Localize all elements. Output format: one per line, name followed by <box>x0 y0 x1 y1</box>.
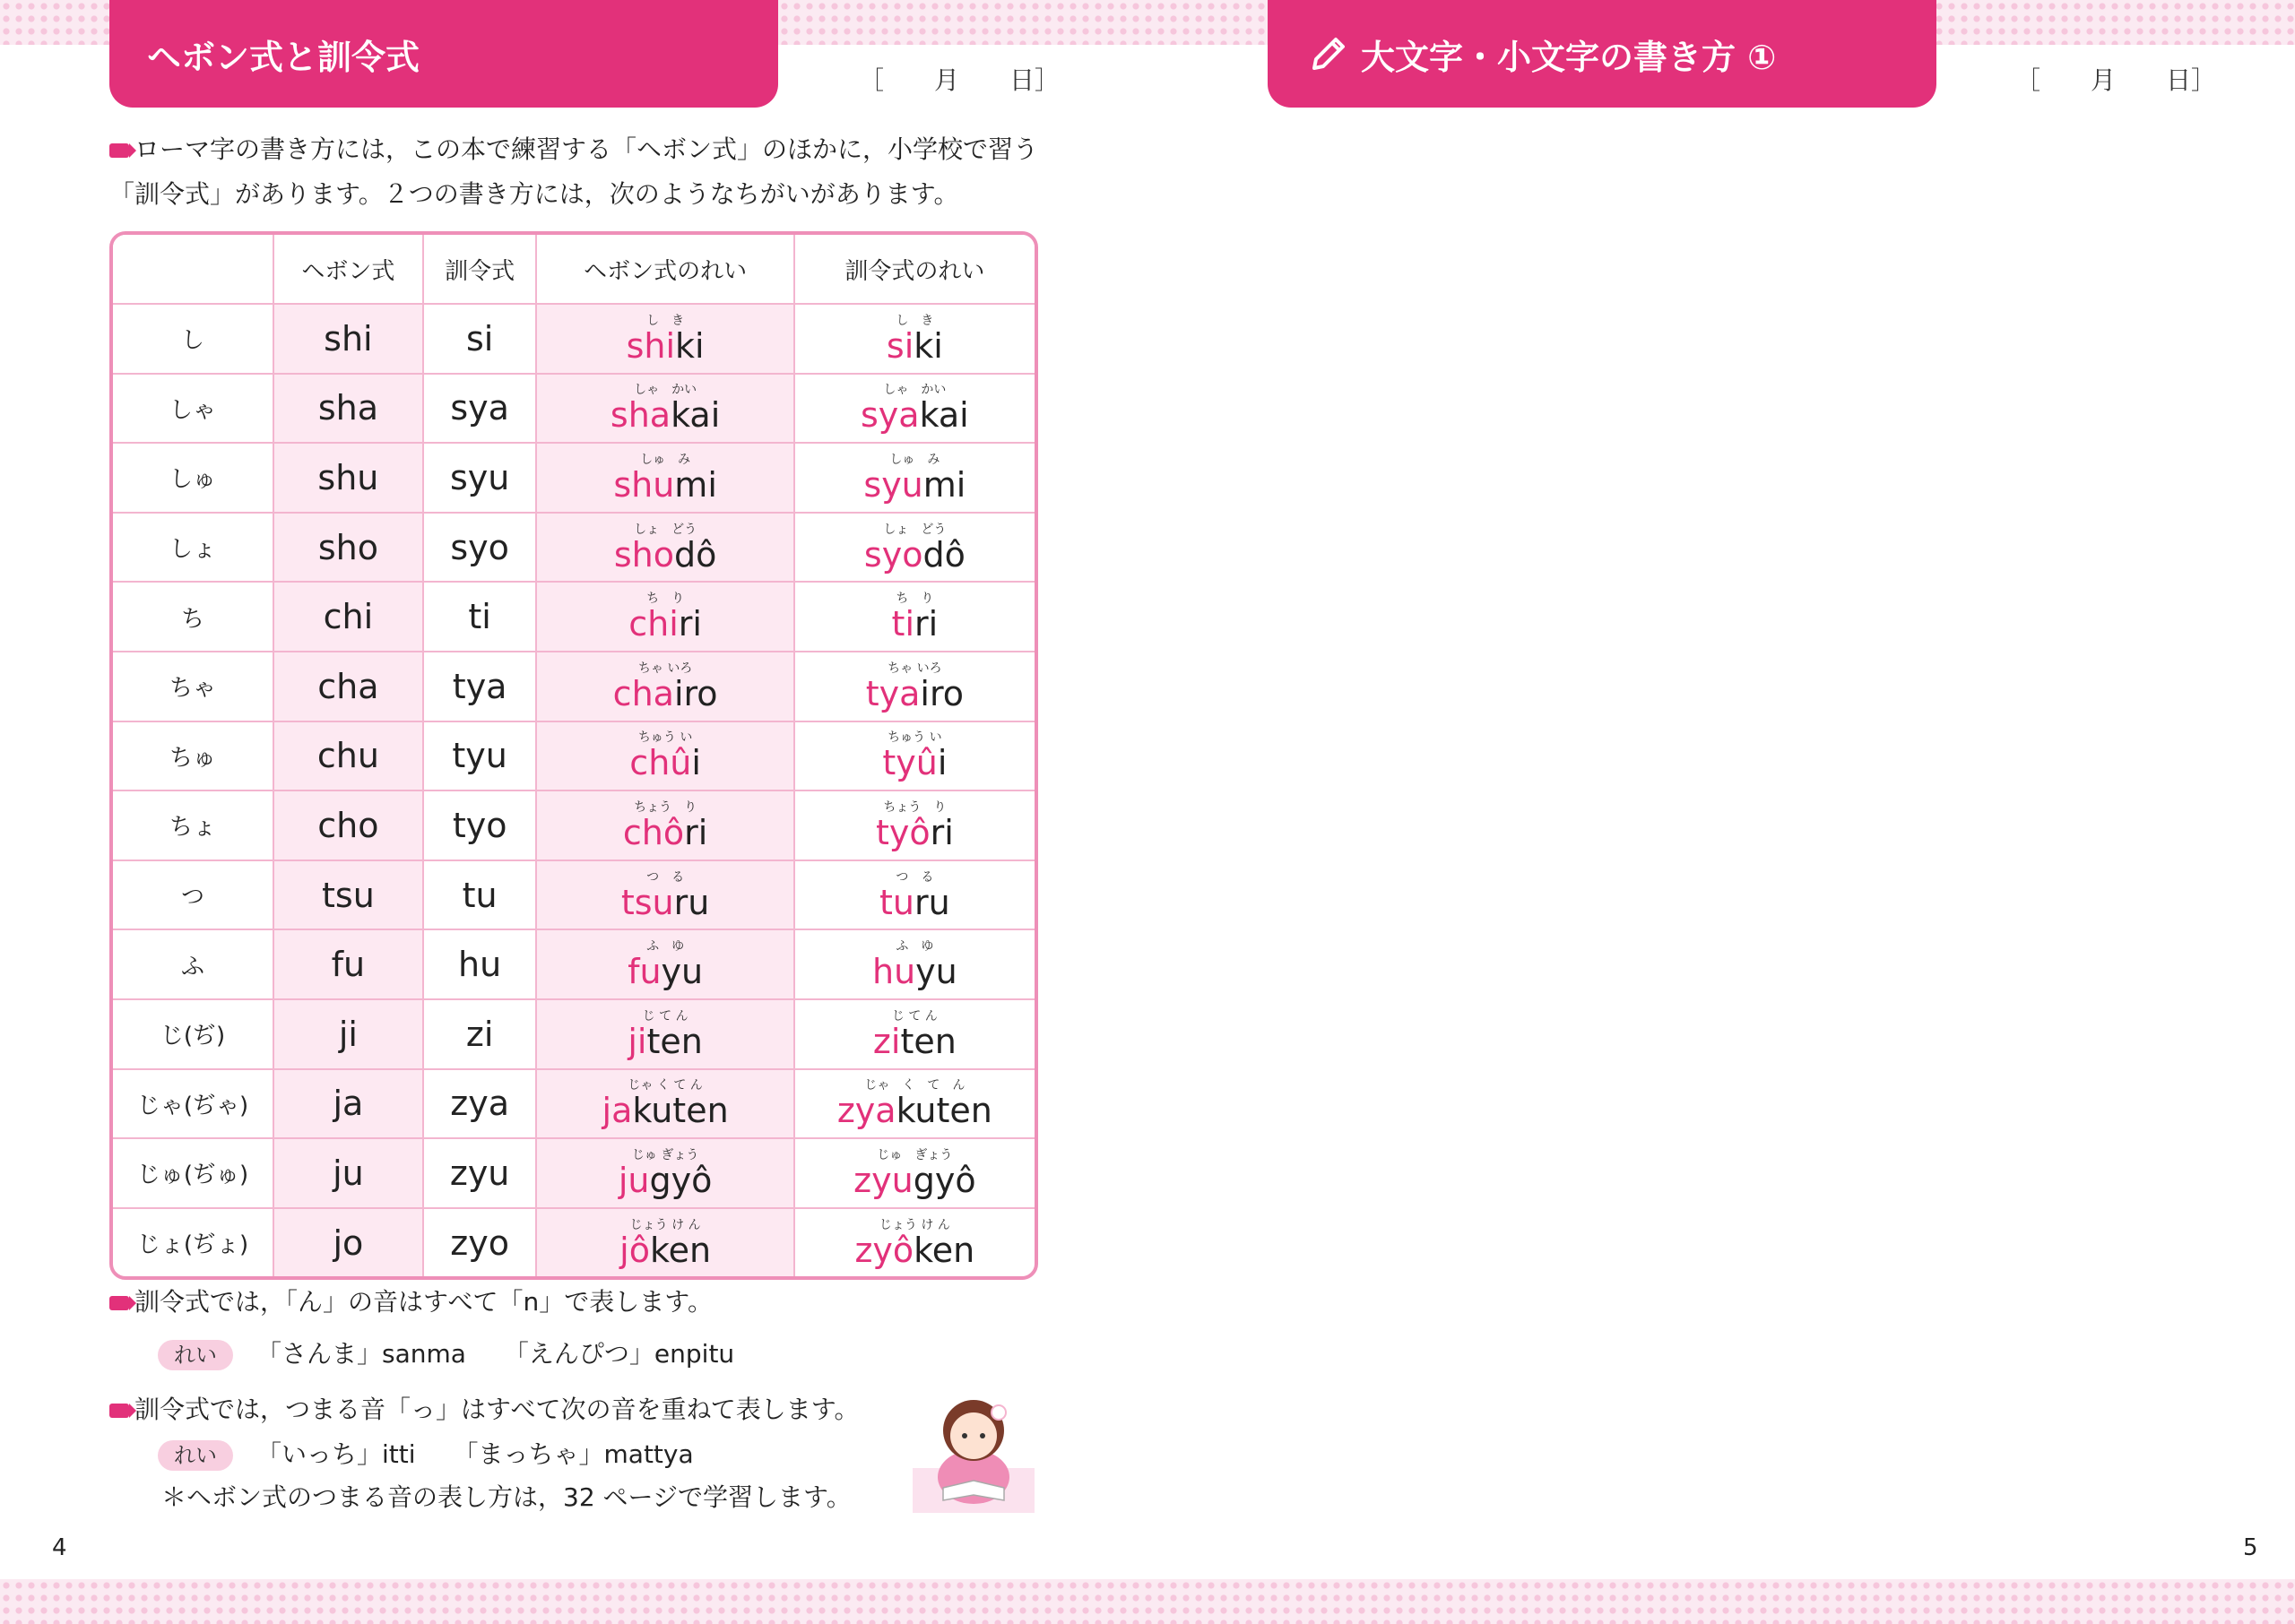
romaji-rest: kai <box>919 395 969 436</box>
left-header-title: ヘボン式と訓令式 <box>147 37 420 77</box>
right-header <box>1268 0 1936 108</box>
romaji-rest: ki <box>675 325 705 366</box>
kana-cell: しょ <box>113 514 274 583</box>
hepburn-example-cell <box>537 930 794 1000</box>
ruby-reading: しゃ かい <box>883 383 947 398</box>
romaji-rest: ri <box>684 812 708 852</box>
kunrei-cell: tu <box>424 861 538 931</box>
hepburn-cell: shi <box>274 305 424 375</box>
hepburn-example-cell <box>537 791 794 861</box>
romaji-rest: ru <box>914 882 950 922</box>
highlighted-romaji: chô <box>622 812 685 852</box>
romaji-comparison-table <box>109 231 1038 1280</box>
kunrei-example-cell <box>795 1209 1035 1277</box>
left-page <box>0 0 1148 1622</box>
highlighted-romaji: sho <box>613 534 674 574</box>
romaji-rest: mi <box>922 464 966 505</box>
romaji-rest: ten <box>900 1021 957 1061</box>
rei-badge: れい <box>158 1440 233 1471</box>
hepburn-example-cell <box>537 722 794 792</box>
ruby-reading: ち り <box>896 592 934 607</box>
ruby-reading: じゅ ぎょう <box>877 1147 953 1162</box>
kana-cell: じゃ(ぢゃ) <box>113 1070 274 1140</box>
hepburn-example-cell <box>537 514 794 583</box>
kunrei-cell: hu <box>424 930 538 1000</box>
hepburn-cell: chi <box>274 583 424 652</box>
right-header-title: 大文字・小文字の書き方 ① <box>1361 37 1777 77</box>
romaji-rest: yu <box>915 952 957 992</box>
romaji-rest: i <box>937 743 948 783</box>
highlighted-romaji: chû <box>629 743 692 783</box>
kunrei-cell: tyo <box>424 791 538 861</box>
romaji-rest: ten <box>646 1021 703 1061</box>
highlighted-romaji: zya <box>836 1091 896 1131</box>
table-row <box>113 652 1035 722</box>
left-header <box>109 0 778 108</box>
kunrei-example-cell <box>795 375 1035 445</box>
table-row <box>113 791 1035 861</box>
kana-cell: じゅ(ぢゅ) <box>113 1139 274 1209</box>
kunrei-example-cell <box>795 444 1035 514</box>
hepburn-cell: ji <box>274 1000 424 1070</box>
ruby-reading: し き <box>646 313 685 328</box>
kana-cell: しゃ <box>113 375 274 445</box>
ruby-reading: ふ ゆ <box>896 939 934 955</box>
ruby-reading: しゃ かい <box>634 383 697 398</box>
kunrei-cell: syo <box>424 514 538 583</box>
hepburn-cell: sha <box>274 375 424 445</box>
kana-cell: し <box>113 305 274 375</box>
romaji-rest: gyô <box>913 1160 976 1200</box>
romaji-rest: gyô <box>649 1160 713 1200</box>
kunrei-cell: syu <box>424 444 538 514</box>
hepburn-example-cell <box>537 1139 794 1209</box>
table-row <box>113 930 1035 1000</box>
note-small-tsu: 訓令式では，つまる音「っ」はすべて次の音を重ねて表します。 <box>109 1389 860 1430</box>
highlighted-romaji: ja <box>602 1091 633 1131</box>
kunrei-cell: ti <box>424 583 538 652</box>
table-header-kunrei: 訓令式 <box>424 235 538 305</box>
table-row <box>113 722 1035 792</box>
kana-cell: じょ(ぢょ) <box>113 1209 274 1277</box>
romaji-rest: yu <box>661 952 704 992</box>
kana-cell: ちゃ <box>113 652 274 722</box>
hepburn-example-cell <box>537 583 794 652</box>
page-number-left: 4 <box>52 1534 67 1561</box>
ruby-reading: し き <box>896 313 934 328</box>
highlighted-romaji: syu <box>863 464 923 505</box>
kunrei-cell: si <box>424 305 538 375</box>
table-header-row <box>113 235 1035 305</box>
table-row <box>113 375 1035 445</box>
hepburn-cell: cha <box>274 652 424 722</box>
romaji-rest: iro <box>920 673 965 713</box>
ruby-reading: つ る <box>896 869 934 885</box>
highlighted-romaji: ti <box>891 604 915 644</box>
table-row <box>113 514 1035 583</box>
hepburn-cell: chu <box>274 722 424 792</box>
note-page-reference: ＊ヘボン式のつまる音の表し方は，32 ページで学習します。 <box>161 1482 852 1512</box>
rei-badge: れい <box>158 1340 233 1370</box>
kana-cell: つ <box>113 861 274 931</box>
romaji-rest: dô <box>673 534 717 574</box>
highlighted-romaji: jô <box>619 1230 650 1270</box>
hepburn-cell: cho <box>274 791 424 861</box>
kana-cell: ち <box>113 583 274 652</box>
hepburn-example-cell <box>537 305 794 375</box>
ruby-reading: ちゃ いろ <box>888 661 942 676</box>
ruby-reading: ちょう り <box>883 799 947 815</box>
bullet-arrow-icon <box>109 1404 129 1418</box>
ruby-reading: しゅ み <box>889 452 940 467</box>
ruby-reading: ふ ゆ <box>646 939 685 955</box>
intro-line-2: 「訓令式」があります。２つの書き方には，次のようなちがいがあります。 <box>109 179 959 209</box>
kunrei-cell: tya <box>424 652 538 722</box>
hepburn-cell: tsu <box>274 861 424 931</box>
table-row <box>113 305 1035 375</box>
hepburn-example-cell <box>537 1209 794 1277</box>
right-date-field[interactable]: ［ 月 日］ <box>2015 65 2217 95</box>
kana-cell: ちょ <box>113 791 274 861</box>
highlighted-romaji: sha <box>610 395 671 436</box>
kana-cell: しゅ <box>113 444 274 514</box>
romaji-rest: mi <box>674 464 717 505</box>
romaji-rest: kuten <box>632 1091 729 1131</box>
table-row <box>113 444 1035 514</box>
kunrei-cell: tyu <box>424 722 538 792</box>
page-number-right: 5 <box>2243 1534 2258 1561</box>
romaji-rest: ki <box>914 325 943 366</box>
highlighted-romaji: tyû <box>882 743 938 783</box>
highlighted-romaji: zyu <box>853 1160 914 1200</box>
highlighted-romaji: shi <box>626 325 676 366</box>
kana-cell: ふ <box>113 930 274 1000</box>
romaji-rest: dô <box>922 534 966 574</box>
kunrei-example-cell <box>795 722 1035 792</box>
note-n-example: れい 「さんま」sanma 「えんぴつ」enpitu <box>158 1334 734 1375</box>
romaji-rest: iro <box>673 673 718 713</box>
table-row <box>113 861 1035 931</box>
kunrei-example-cell <box>795 514 1035 583</box>
romaji-rest: ri <box>914 604 939 644</box>
table-header-kunrei-example: 訓令式のれい <box>795 235 1035 305</box>
ruby-reading: しょ どう <box>883 522 947 537</box>
ruby-reading: ちゃ いろ <box>637 661 693 676</box>
left-date-field[interactable]: ［ 月 日］ <box>859 65 1061 95</box>
romaji-rest: ken <box>914 1230 975 1270</box>
highlighted-romaji: fu <box>628 952 662 992</box>
kunrei-cell: sya <box>424 375 538 445</box>
hepburn-example-cell <box>537 444 794 514</box>
bullet-arrow-icon <box>109 1296 129 1310</box>
hepburn-example-cell <box>537 861 794 931</box>
kana-cell: ちゅ <box>113 722 274 792</box>
highlighted-romaji: ji <box>628 1021 647 1061</box>
hepburn-example-cell <box>537 375 794 445</box>
ruby-reading: つ る <box>646 869 685 885</box>
romaji-rest: ken <box>649 1230 712 1270</box>
highlighted-romaji: cha <box>612 673 674 713</box>
table-row <box>113 1209 1035 1277</box>
table-row <box>113 1070 1035 1140</box>
ruby-reading: じょう け ん <box>879 1217 950 1232</box>
highlighted-romaji: tyô <box>875 812 931 852</box>
ruby-reading: ちゅう い <box>637 730 693 746</box>
romaji-rest: i <box>691 743 701 783</box>
kunrei-cell: zyo <box>424 1209 538 1277</box>
kunrei-example-cell <box>795 1139 1035 1209</box>
note-tsu-example: れい 「いっち」itti 「まっちゃ」mattya <box>158 1434 694 1475</box>
ruby-reading: ちゅう い <box>888 730 942 746</box>
ruby-reading: しょ どう <box>634 522 697 537</box>
table-header-blank <box>113 235 274 305</box>
kunrei-example-cell <box>795 791 1035 861</box>
highlighted-romaji: hu <box>872 952 916 992</box>
romaji-rest: ri <box>678 604 702 644</box>
intro-text <box>109 127 1051 217</box>
hepburn-example-cell <box>537 652 794 722</box>
kunrei-cell: zi <box>424 1000 538 1070</box>
ruby-reading: じゃ く て ん <box>864 1078 966 1093</box>
hepburn-cell: ja <box>274 1070 424 1140</box>
kunrei-cell: zya <box>424 1070 538 1140</box>
highlighted-romaji: shu <box>613 464 675 505</box>
kunrei-example-cell <box>795 1070 1035 1140</box>
kunrei-example-cell <box>795 305 1035 375</box>
hepburn-example-cell <box>537 1070 794 1140</box>
ruby-reading: しゅ み <box>640 452 691 467</box>
ruby-reading: じ て ん <box>891 1008 938 1024</box>
kunrei-example-cell <box>795 583 1035 652</box>
highlighted-romaji: si <box>886 325 914 366</box>
right-page <box>1148 0 2295 1622</box>
kunrei-example-cell <box>795 652 1035 722</box>
hepburn-cell: jo <box>274 1209 424 1277</box>
hepburn-example-cell <box>537 1000 794 1070</box>
highlighted-romaji: sya <box>860 395 920 436</box>
highlighted-romaji: zyô <box>854 1230 914 1270</box>
hepburn-cell: fu <box>274 930 424 1000</box>
kunrei-example-cell <box>795 930 1035 1000</box>
table-row <box>113 1000 1035 1070</box>
highlighted-romaji: zi <box>872 1021 901 1061</box>
bullet-arrow-icon <box>109 143 129 158</box>
highlighted-romaji: tya <box>865 673 921 713</box>
hepburn-cell: ju <box>274 1139 424 1209</box>
kunrei-example-cell <box>795 1000 1035 1070</box>
ruby-reading: じ て ん <box>642 1008 688 1024</box>
kana-cell: じ(ぢ) <box>113 1000 274 1070</box>
hepburn-cell: sho <box>274 514 424 583</box>
pencil-icon <box>1307 32 1350 75</box>
highlighted-romaji: tu <box>879 882 914 922</box>
romaji-rest: ri <box>930 812 954 852</box>
highlighted-romaji: chi <box>628 604 679 644</box>
romaji-rest: ru <box>673 882 710 922</box>
romaji-rest: kai <box>671 395 721 436</box>
ruby-reading: じゅ ぎょう <box>631 1147 699 1162</box>
girl-reading-illustration <box>907 1380 1040 1515</box>
table-header-hepburn: ヘボン式 <box>274 235 424 305</box>
ruby-reading: ち り <box>646 592 685 607</box>
intro-line-1: ローマ字の書き方には，この本で練習する「ヘボン式」のほかに，小学校で習う <box>109 127 1051 172</box>
kunrei-cell: zyu <box>424 1139 538 1209</box>
table-row <box>113 583 1035 652</box>
ruby-reading: じょう け ん <box>629 1217 701 1232</box>
highlighted-romaji: tsu <box>620 882 674 922</box>
table-row <box>113 1139 1035 1209</box>
highlighted-romaji: ju <box>618 1160 650 1200</box>
ruby-reading: ちょう り <box>634 799 697 815</box>
romaji-rest: kuten <box>896 1091 992 1131</box>
kunrei-example-cell <box>795 861 1035 931</box>
table-header-hepburn-example: ヘボン式のれい <box>537 235 794 305</box>
ruby-reading: じゃ く て ん <box>628 1078 703 1093</box>
note-n-sound: 訓令式では，「ん」の音はすべて「n」で表します。 <box>109 1282 713 1323</box>
highlighted-romaji: syo <box>863 534 923 574</box>
hepburn-cell: shu <box>274 444 424 514</box>
